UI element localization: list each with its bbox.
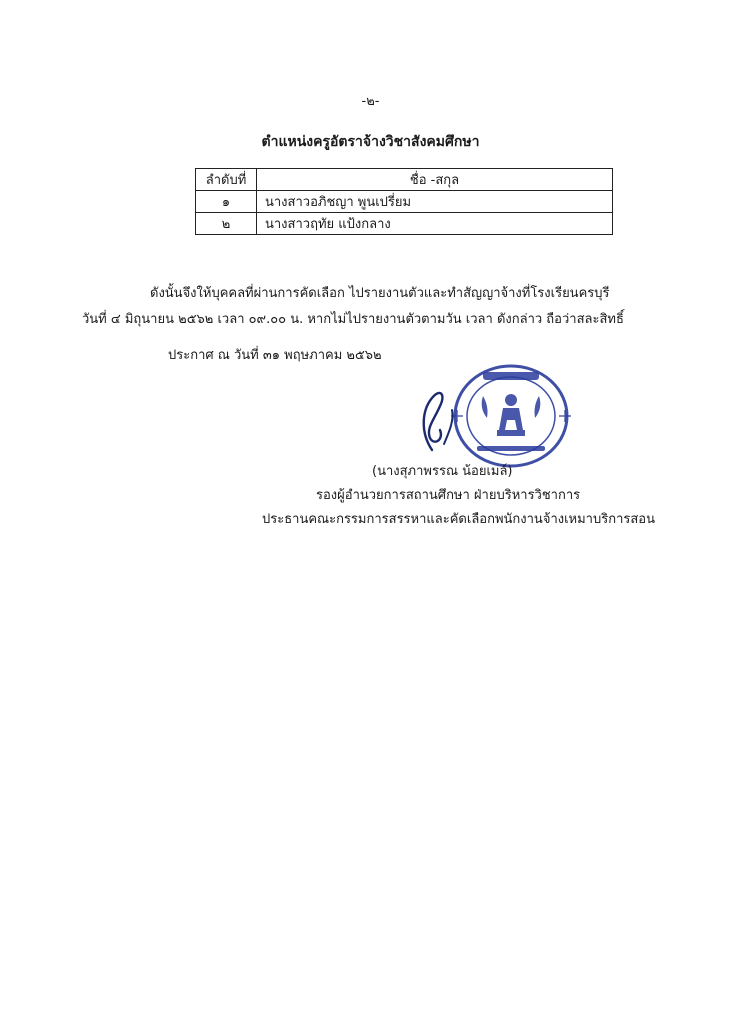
signatory-name: (นางสุภาพรรณ น้อยเมล์) <box>372 464 513 479</box>
table-header-row <box>196 169 613 191</box>
announcement-date: ประกาศ ณ วันที่ ๓๑ พฤษภาคม ๒๕๖๒ <box>168 348 382 363</box>
table-row <box>196 213 613 235</box>
candidate-name: นางสาวฤทัย แป้งกลาง <box>257 213 613 235</box>
column-header-order: ลำดับที่ <box>196 169 257 191</box>
signatory-position-1: รองผู้อำนวยการสถานศึกษา ฝ่ายบริหารวิชาการ <box>316 488 581 503</box>
candidate-name: นางสาวอภิชญา พูนเปรี่ยม <box>257 191 613 213</box>
instruction-line-1: ดังนั้นจึงให้บุคคลที่ผ่านการคัดเลือก ไปรายงานตัวและทำสัญญาจ้างที่โรงเรียนครบุรี <box>150 286 610 301</box>
page-number: -๒- <box>361 94 380 109</box>
signature-mark <box>410 380 470 452</box>
instruction-line-2: วันที่ ๔ มิถุนายน ๒๕๖๒ เวลา ๐๙.๐๐ น. หากไม่ไปรายงานตัวตามวัน เวลา ดังกล่าว ถือว่าสละสิทธิ์ <box>82 312 624 327</box>
row-number: ๑ <box>196 191 257 213</box>
candidate-table <box>195 168 613 235</box>
row-number: ๒ <box>196 213 257 235</box>
table-row <box>196 191 613 213</box>
position-heading: ตำแหน่งครูอัตราจ้างวิชาสังคมศึกษา <box>261 134 480 150</box>
signatory-position-2: ประธานคณะกรรมการสรรหาและคัดเลือกพนักงานจ้างเหมาบริการสอน <box>262 512 655 527</box>
column-header-name: ชื่อ -สกุล <box>257 169 613 191</box>
